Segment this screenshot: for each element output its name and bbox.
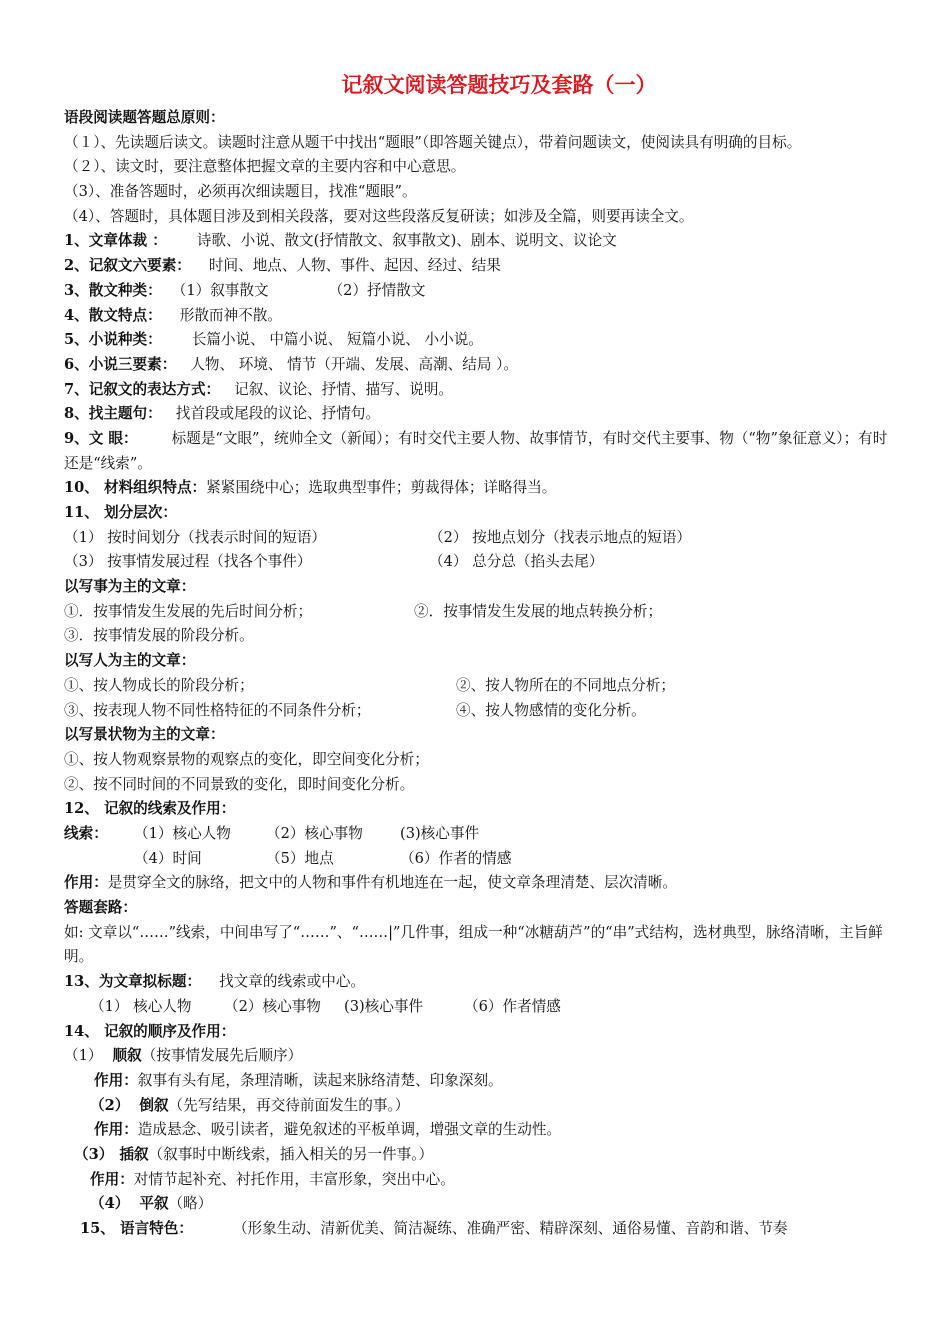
item-8 [64,402,894,427]
order-4-name: 平叙 [139,1195,169,1213]
order-heading: 14、 记叙的顺序及作用： [64,1022,236,1040]
people-heading: 以写人为主的文章： [64,652,196,670]
layer-2: （2） 按地点划分（找表示地点的短语） [429,528,692,546]
item-6 [64,353,894,378]
titling-1: （1） 核心人物 [90,997,192,1015]
item-5-text: 长篇小说、 中篇小说、 短篇小说、 小小说。 [191,331,483,349]
order-2 [64,1094,894,1119]
order-1-use-label: 作用： [94,1071,138,1089]
item-3-a: （1）叙事散文 [171,281,269,299]
routine-heading: 答题套路： [64,899,137,917]
item-1-text: 诗歌、小说、散文(抒情散文、叙事散文)、剧本、说明文、议论文 [196,232,617,250]
people-4: ④、按人物感情的变化分析。 [456,701,646,719]
clue-4: （4）时间 [134,849,202,867]
order-1-note: （按事情发展先后顺序） [141,1047,303,1065]
order-3 [64,1143,894,1168]
layer-1: （1） 按时间划分（找表示时间的短语） [64,528,327,546]
layer-row-1 [64,526,894,551]
item-3-b: （2）抒情散文 [328,281,426,299]
item-9-label: 9、文 眼： [64,429,138,447]
titling-2: （2）核心事物 [224,997,321,1015]
item-5 [64,328,894,353]
principle-1: （１）、先读题后读文。读题时注意从题干中找出“题眼”（即答题关键点），带着问题读文，使阅读具有明确的目标。 [64,133,802,151]
principle-4: （4）、答题时，具体题目涉及到相关段落，要对这些段落反复研读；如涉及全篇，则要再读全文。 [64,207,694,225]
order-3-use-text: 对情节起补充、衬托作用，丰富形象，突出中心。 [133,1170,455,1188]
order-1-use-text: 叙事有头有尾，条理清晰，读起来脉络清楚、印象深刻。 [137,1071,503,1089]
clues-use-label: 作用： [64,874,108,892]
titling-text: 找文章的线索或中心。 [219,973,366,991]
item-8-text: 找首段或尾段的议论、抒情句。 [175,405,381,423]
titling-3: (3)核心事件 [344,997,424,1015]
clues-heading: 12、 记叙的线索及作用： [64,800,236,818]
item-4 [64,304,894,329]
scenery-heading: 以写景状物为主的文章： [64,726,225,744]
layer-3: （3） 按事情发展过程（找各个事件） [64,553,312,571]
item-7 [64,378,894,403]
order-1-name: 顺叙 [112,1047,142,1065]
order-3-name: 插叙 [119,1145,149,1163]
order-3-use-label: 作用： [90,1170,134,1188]
item-1-label: 1、文章体裁 ： [64,232,167,250]
language [64,1217,894,1242]
order-3-num: （3） [74,1145,114,1163]
item-6-label: 6、小说三要素： [64,355,177,373]
titling-label: 13、为文章拟标题： [64,973,202,991]
event-2: ②．按事情发生发展的地点转换分析； [414,602,663,620]
item-9 [64,427,894,476]
people-2: ②、按人物所在的不同地点分析； [456,676,675,694]
titling-row [64,995,894,1020]
order-1-use [64,1069,894,1094]
order-1 [64,1044,894,1069]
scenery-2: ②、按不同时间的不同景致的变化，即时间变化分析。 [64,775,415,793]
clues-row-2 [64,847,894,872]
item-2 [64,254,894,279]
order-2-use-label: 作用： [94,1121,138,1139]
document-page [64,70,894,1242]
principles-heading: 语段阅读题答题总原则： [64,109,225,126]
item-2-label: 2、记叙文六要素： [64,257,191,275]
item-1 [64,229,894,254]
item-5-label: 5、小说种类： [64,331,162,349]
item-4-text: 形散而神不散。 [179,306,282,324]
principle-2: （２）、读文时，要注意整体把握文章的主要内容和中心意思。 [64,158,466,176]
order-4-note: （略） [168,1195,213,1213]
order-2-num: （2） [90,1096,130,1114]
order-4-num: （4） [90,1195,130,1213]
page-title: 记叙文阅读答题技巧及套路（一） [341,72,657,97]
order-3-use [64,1168,894,1193]
item-10-label: 10、 材料组织特点： [64,479,207,497]
order-1-num: （1） [64,1047,103,1065]
order-2-use-text: 造成悬念、吸引读者，避免叙述的平板单调，增强文章的生动性。 [137,1121,562,1139]
language-label: 15、 语言特色： [80,1220,193,1238]
event-1: ①．按事情发生发展的先后时间分析； [64,602,313,620]
clue-6: （6）作者的情感 [400,849,512,867]
layer-4: （4） 总分总（掐头去尾） [429,553,604,571]
item-6-text: 人物、 环境、 情节（开端、发展、高潮、结局 ）。 [190,355,518,373]
clue-1: （1）核心人物 [134,824,231,842]
item-3 [64,279,894,304]
principle-3: （3）、准备答题时，必须再次细读题目，找准“题眼”。 [64,183,417,201]
language-text: （形象生动、清新优美、简洁凝练、准确严密、精辟深刻、通俗易懂、音韵和谐、节奏 [232,1220,788,1238]
clue-3: (3)核心事件 [400,824,480,842]
clues-use [64,871,894,896]
item-11: 11、 划分层次： [64,504,177,522]
people-row-1 [64,674,894,699]
item-4-label: 4、散文特点： [64,306,162,324]
event-3: ③．按事情发展的阶段分析。 [64,627,254,645]
events-row-1 [64,600,894,625]
events-heading: 以写事为主的文章： [64,578,196,596]
routine-text: 如: 文章以“……”线索，中间串写了“……”、“……|”几件事，组成一种“冰糖葫芦”的“串”式结构，选材典型，脉络清晰，主旨鲜明。 [64,923,883,966]
order-4 [64,1192,894,1217]
item-8-label: 8、找主题句： [64,405,162,423]
item-2-text: 时间、地点、人物、事件、起因、经过、结果 [208,257,501,275]
order-3-note: （叙事时中断线索，插入相关的另一件事。） [148,1145,434,1163]
item-3-label: 3、散文种类： [64,281,162,299]
people-1: ①、按人物成长的阶段分析； [64,676,254,694]
order-2-name: 倒叙 [139,1096,169,1114]
item-10-text: 紧紧围绕中心；选取典型事件；剪裁得体；详略得当。 [206,479,557,497]
layer-row-2 [64,550,894,575]
scenery-1: ①、按人物观察景物的观察点的变化，即空间变化分析； [64,750,429,768]
clues-row-1 [64,822,894,847]
titling [64,970,894,995]
clue-2: （2）核心事物 [266,824,363,842]
people-3: ③、按表现人物不同性格特征的不同条件分析； [64,701,371,719]
item-9-text: 标题是“文眼”，统帅全文（新闻）；有时交代主要人物、故事情节，有时交代主要事、物（“物”象征意义）；有时还是“线索”。 [64,429,888,472]
clues-use-text: 是贯穿全文的脉络，把文中的人物和事件有机地连在一起，使文章条理清楚、层次清晰。 [107,874,677,892]
order-2-note: （先写结果，再交待前面发生的事。） [168,1096,410,1114]
titling-4: （6）作者情感 [464,997,561,1015]
clue-5: （5）地点 [266,849,334,867]
clues-label: 线索： [64,824,108,842]
people-row-2 [64,699,894,724]
order-2-use [64,1118,894,1143]
item-7-text: 记叙、议论、抒情、描写、说明。 [234,380,454,398]
item-10 [64,476,894,501]
item-7-label: 7、记叙文的表达方式： [64,380,221,398]
